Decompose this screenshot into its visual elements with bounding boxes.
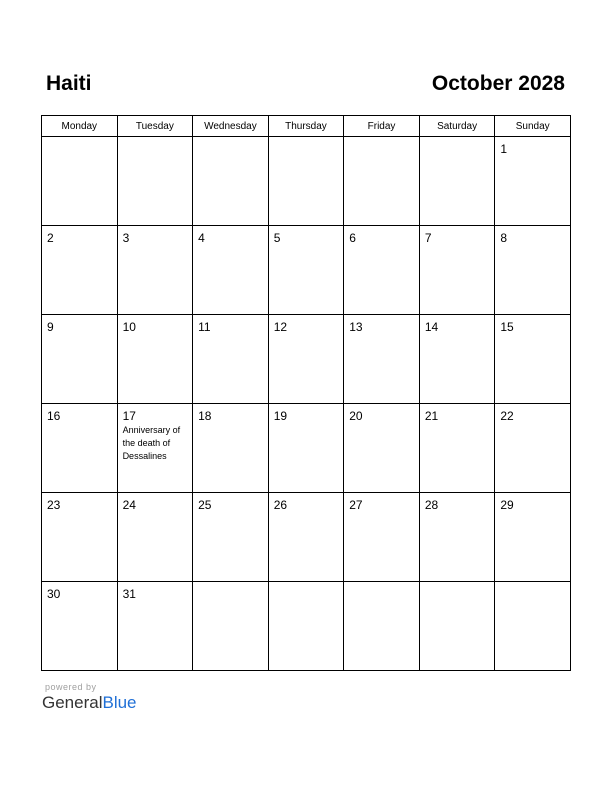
day-cell	[419, 137, 495, 226]
day-number	[193, 137, 268, 143]
day-cell	[42, 226, 118, 315]
day-number: 28	[424, 498, 439, 512]
day-cell	[495, 582, 571, 671]
day-number: 21	[424, 409, 439, 423]
day-number: 12	[273, 320, 288, 334]
day-cell	[268, 226, 344, 315]
day-cell	[193, 315, 269, 404]
day-cell	[344, 582, 420, 671]
day-cell	[117, 315, 193, 404]
weekday-header: Wednesday	[193, 116, 269, 137]
day-number: 1	[500, 142, 508, 156]
day-number	[495, 582, 570, 588]
week-row	[42, 404, 571, 493]
day-number: 11	[198, 320, 211, 334]
day-number: 3	[122, 231, 130, 245]
day-number	[118, 137, 193, 143]
day-cell	[344, 404, 420, 493]
day-number	[420, 582, 495, 588]
day-number	[344, 137, 419, 143]
day-cell	[42, 493, 118, 582]
day-number: 9	[47, 320, 54, 334]
month-title: October 2028	[431, 72, 565, 95]
day-number: 8	[500, 231, 508, 245]
day-cell	[42, 582, 118, 671]
day-cell	[344, 226, 420, 315]
day-number: 29	[500, 498, 514, 512]
day-number: 2	[47, 231, 54, 245]
brand-general-text: General	[42, 693, 103, 712]
day-number	[42, 137, 117, 143]
week-row	[42, 137, 571, 226]
day-number	[344, 582, 419, 588]
day-number	[269, 137, 344, 143]
day-number: 16	[47, 409, 61, 423]
day-cell	[419, 493, 495, 582]
weekday-header: Monday	[42, 116, 118, 137]
day-cell	[193, 493, 269, 582]
day-cell	[344, 137, 420, 226]
day-cell	[268, 137, 344, 226]
week-row	[42, 582, 571, 671]
day-cell	[193, 582, 269, 671]
day-number: 7	[424, 231, 432, 245]
day-number: 18	[198, 409, 212, 423]
day-cell	[419, 404, 495, 493]
weekday-header: Sunday	[495, 116, 571, 137]
day-number: 14	[424, 320, 439, 334]
day-cell	[42, 137, 118, 226]
weekday-header-row	[42, 116, 571, 137]
day-number	[193, 582, 268, 588]
week-row	[42, 315, 571, 404]
day-number: 13	[349, 320, 363, 334]
day-cell	[268, 315, 344, 404]
day-cell	[419, 315, 495, 404]
day-cell	[117, 404, 193, 493]
day-number: 22	[500, 409, 514, 423]
day-cell	[193, 226, 269, 315]
day-cell	[193, 404, 269, 493]
day-cell	[419, 226, 495, 315]
day-number	[420, 137, 495, 143]
day-cell	[495, 493, 571, 582]
day-number: 6	[349, 231, 356, 245]
day-cell	[268, 582, 344, 671]
day-cell	[495, 137, 571, 226]
week-row	[42, 226, 571, 315]
day-cell	[42, 404, 118, 493]
weekday-header: Tuesday	[117, 116, 193, 137]
weekday-header: Friday	[344, 116, 420, 137]
day-number	[269, 582, 344, 588]
day-cell	[117, 137, 193, 226]
powered-by-label: powered by	[45, 682, 97, 692]
day-cell	[42, 315, 118, 404]
day-cell	[117, 582, 193, 671]
day-cell	[268, 493, 344, 582]
day-number: 24	[122, 498, 136, 512]
day-number: 26	[273, 498, 288, 512]
day-number: 15	[500, 320, 514, 334]
day-number: 10	[122, 320, 136, 334]
day-number: 30	[47, 587, 61, 601]
country-title: Haiti	[46, 72, 92, 95]
day-number: 27	[349, 498, 363, 512]
day-number: 23	[47, 498, 61, 512]
day-number: 31	[122, 587, 136, 601]
brand-logo[interactable]	[42, 693, 137, 713]
day-cell	[419, 582, 495, 671]
weekday-header: Thursday	[268, 116, 344, 137]
day-number: 25	[198, 498, 212, 512]
week-row	[42, 493, 571, 582]
day-cell	[344, 315, 420, 404]
day-number: 19	[273, 409, 288, 423]
day-number: 4	[198, 231, 205, 245]
day-cell	[193, 137, 269, 226]
weekday-header: Saturday	[419, 116, 495, 137]
day-cell	[344, 493, 420, 582]
day-number: 20	[349, 409, 363, 423]
day-cell	[268, 404, 344, 493]
calendar-grid	[41, 115, 571, 671]
day-cell	[495, 315, 571, 404]
day-number: 17	[122, 409, 136, 423]
day-cell	[495, 404, 571, 493]
day-cell	[495, 226, 571, 315]
brand-blue-text: Blue	[102, 693, 137, 712]
holiday-label: Anniversary of the death of Dessalines	[122, 425, 181, 461]
day-cell	[117, 226, 193, 315]
day-cell	[117, 493, 193, 582]
day-number: 5	[273, 231, 281, 245]
